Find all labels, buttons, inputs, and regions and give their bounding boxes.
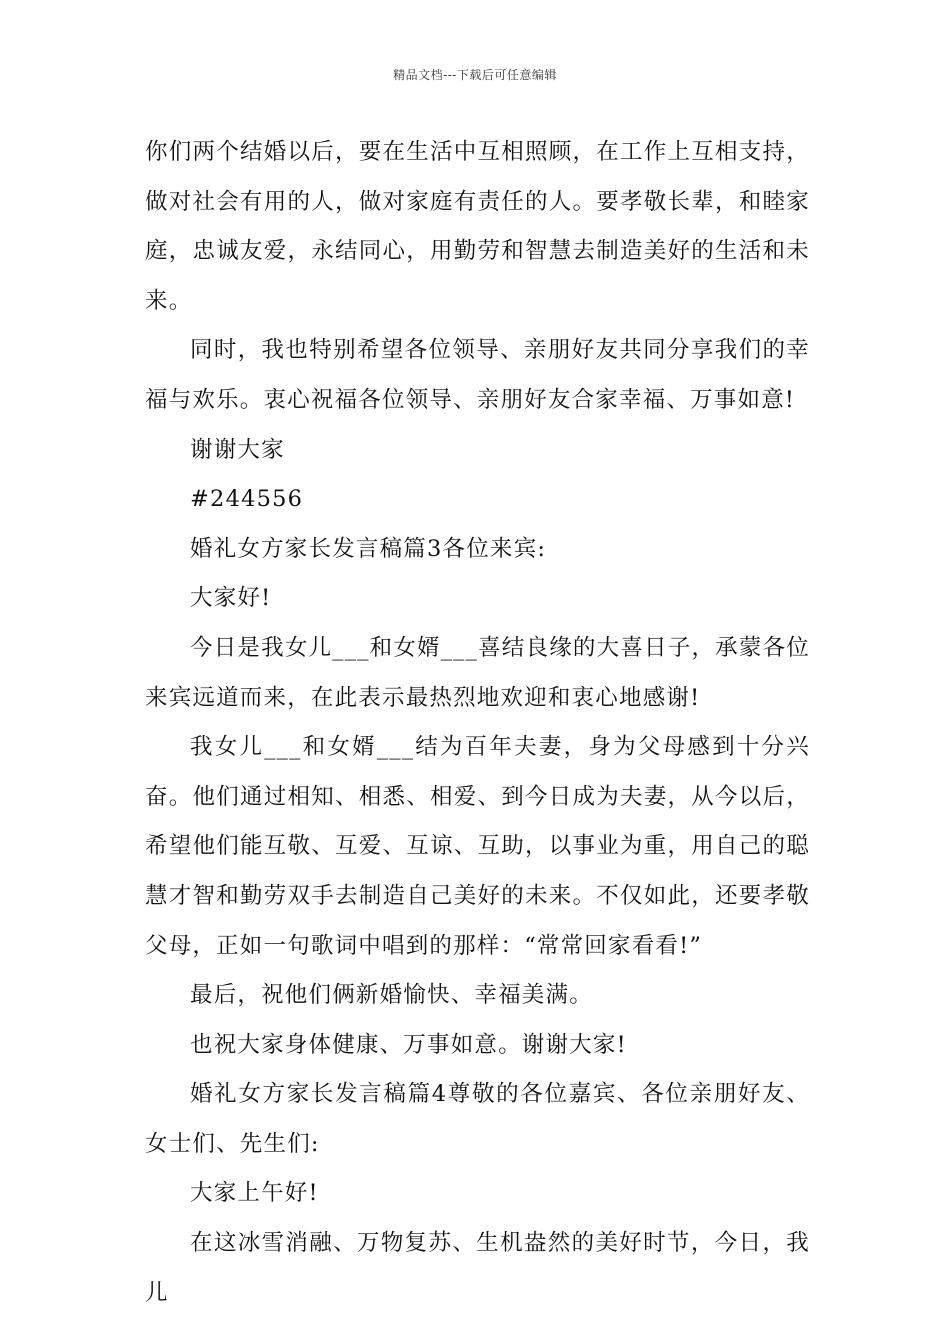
paragraph-10: 也祝大家身体健康、万事如意。谢谢大家! [190,1031,627,1058]
paragraph-1: 你们两个结婚以后，要在生活中互相照顾，在工作上互相支持，做对社会有用的人，做对家庭有责任的人。要孝敬长辈，和睦家庭，忠诚友爱，永结同心，用勤劳和智慧去制造美好的生活和未来。 [145,139,810,314]
paragraph-13: 在这冰雪消融、万物复苏、生机盎然的美好时节，今日，我儿 [145,1230,810,1306]
paragraph-4: #244556 [190,486,304,513]
paragraph-3: 谢谢大家 [190,436,285,463]
paragraph-6: 大家好! [190,585,272,612]
paragraph-9: 最后，祝他们俩新婚愉快、幸福美满。 [190,982,593,1009]
page-header: 精品文档---下载后可任意编辑 [393,68,557,82]
paragraph-11: 婚礼女方家长发言稿篇4尊敬的各位嘉宾、各位亲朋好友、女士们、先生们: [145,1081,810,1157]
paragraph-8: 我女儿___和女婿___结为百年夫妻，身为父母感到十分兴奋。他们通过相知、相悉、相爱、到今日成为夫妻，从今以后，希望他们能互敬、互爱、互谅、互助，以事业为重，用自己的聪慧才智和勤劳双手去制造自己美好的未来。不仅如此，还要孝敬父母，正如一句歌词中唱到的那样：“常常回家看看!” [145,734,810,959]
paragraph-7: 今日是我女儿___和女婿___喜结良缘的大喜日子，承蒙各位来宾远道而来，在此表示最热烈地欢迎和衷心地感谢! [145,634,810,711]
paragraph-5: 婚礼女方家长发言稿篇3各位来宾: [190,535,547,562]
document-body [145,128,810,1318]
paragraph-12: 大家上午好! [190,1180,319,1207]
paragraph-2: 同时，我也特别希望各位领导、亲朋好友共同分享我们的幸福与欢乐。衷心祝福各位领导、亲朋好友合家幸福、万事如意! [145,337,810,413]
